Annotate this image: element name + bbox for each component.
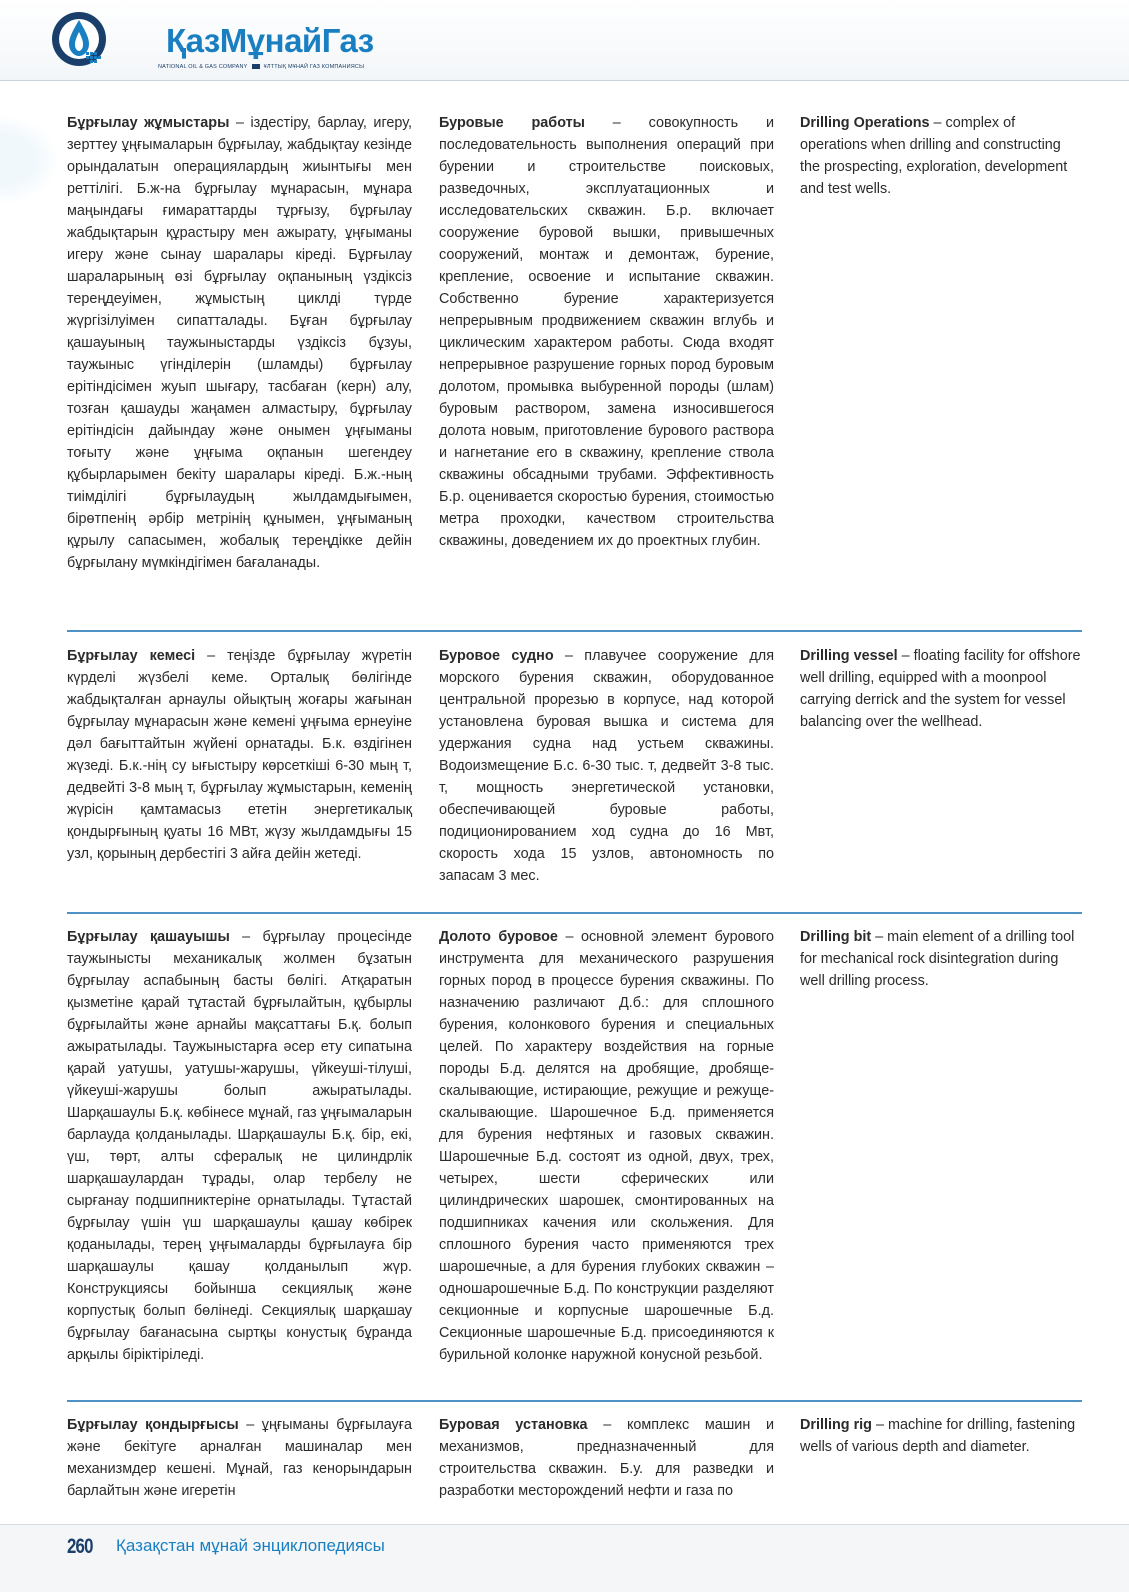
kazmunaigas-logo (48, 8, 374, 70)
en-definition: – complex of operations when drilling and constructing the prospecting, exploration, development and test wells. (800, 115, 1068, 197)
ru-term: Буровое судно (439, 648, 554, 664)
kz-term: Бұрғылау қондырғысы (67, 1417, 239, 1433)
brand-name: ҚазМұнайГаз (166, 22, 374, 59)
entry-ru (439, 1414, 774, 1502)
en-term: Drilling rig (800, 1417, 872, 1433)
kz-term: Бұрғылау кемесі (67, 648, 196, 664)
entry-ru (439, 645, 774, 887)
ru-term: Долото буровое (439, 929, 558, 945)
ru-term: Буровые работы (439, 115, 585, 131)
entry-ru (439, 926, 774, 1366)
ru-definition: – комплекс машин и механизмов, предназначенный для строительства скважин. Б.у. для разведки и разработки месторождений нефти и газа по (439, 1417, 774, 1499)
kz-definition: – бұрғылау процесінде таужынысты механикалық жолмен бұзатын бұрғылау аспабының басты бөлігі. Атқаратын қызметіне қарай тұтастай бұрғылайтын, құбырлы бұрғылайты және арнайы мақсаттағы Б.қ. болып ажыратылады. Таужыныстарға әсер ету сипатына қарай уатушы, уатушы-жарушы, үйкеуші-тілуші, үйкеуші-жарушы болып ажыратылады. Шарқашаулы Б.қ. көбінесе мұнай, газ ұңғымаларын барлауда қолданылады. Шарқашаулы Б.қ. бір, екі, үш, төрт, алты сфералық не цилиндрлік шарқашаулардан тұрады, олар тербелу не сырғанау подшипниктеріне орнатылады. Тұтастай бұрғылау үшін үш шарқашаулы қашау көбірек қоданылады, терең ұңғымаларды бұрғылауға бір шарқашаулы қашау қолданылып жүр. Конструкциясы бойынша секциялық және корпустық болып бөлінеді. Секциялық шарқашау бұрғылау бағанасына сыртқы конустық бұранда арқылы біріктіріледі. (67, 929, 412, 1363)
page-footer (0, 1524, 1129, 1592)
kz-term: Бұрғылау қашауышы (67, 929, 230, 945)
entry-en (800, 112, 1082, 200)
side-watermark (0, 115, 60, 205)
divider (67, 630, 1082, 632)
divider (67, 912, 1082, 914)
footer-title: Қазақстан мұнай энциклопедиясы (116, 1536, 385, 1555)
entry-en (800, 645, 1082, 733)
ru-definition: – плавучее сооружение для морского бурения скважин, оборудованное центральной прорезью в корпусе, над которой установлена буровая вышка и система для удержания судна над устьем скважины. Водоизмещение Б.с. 6-30 тыс. т, дедвейт 3-8 тыс. т, мощность энергетической установки, обеспечивающей буровые работы, подиционированием ход судна до 16 Мвт, скорость хода 15 узлов, автономность по запасам 3 мес. (439, 648, 774, 884)
brand-subline-en: NATIONAL OIL & GAS COMPANY (158, 64, 248, 70)
page-header (0, 0, 1129, 81)
entry-kz (67, 645, 412, 865)
entry-ru (439, 112, 774, 552)
en-term: Drilling Operations (800, 115, 930, 131)
en-term: Drilling vessel (800, 648, 898, 664)
entry-en (800, 1414, 1082, 1458)
en-term: Drilling bit (800, 929, 872, 945)
entry-kz (67, 112, 412, 574)
entry-kz (67, 1414, 412, 1502)
entry-en (800, 926, 1082, 992)
kz-term: Бұрғылау жұмыстары (67, 115, 230, 131)
en-definition: – machine for drilling, fastening wells of various depth and diameter. (800, 1417, 1076, 1455)
en-definition: – floating facility for offshore well drilling, equipped with a moonpool carrying derrick and the system for vessel balancing over the wellhead. (800, 648, 1081, 730)
ru-term: Буровая установка (439, 1417, 588, 1433)
kz-definition: – теңізде бұрғылау жүретін күрделі жүзбелі кеме. Орталық бөлігінде жабдықталған арнаулы ойықтың жоғары жағынан бұрғылау мұнарасын және кемені ұңғыма ернеуіне дәл бағыттайтын жүйені орнатады. Б.к. өздігінен жүзеді. Б.к.-нің су ығыстыру көрсеткіші 6-30 мың т, дедвейті 3-8 мың т, бұрғылау жұмыстарын, кеменің жүрісін қамтамасыз ететін энергетикалық қондырғының қуаты 16 МВт, жүзу жылдамдығы 15 узл, қорының дербестігі 3 айға дейін жетеді. (67, 648, 412, 862)
brand-subline (158, 64, 364, 70)
en-definition: – main element of a drilling tool for mechanical rock disintegration during well drilling process. (800, 929, 1075, 989)
kz-definition: – ұңғыманы бұрғылауға және бекітуге арналған машиналар мен механизмдер кешені. Мұнай, газ кенорындарын барлайтын және игеретін (67, 1417, 412, 1499)
flame-drop-icon (48, 8, 110, 70)
ru-definition: – совокупность и последовательность выполнения операций при бурении и строительстве поисковых, разведочных, эксплуатационных и исследовательских скважин. Б.р. включает сооружение буровой вышки, привышечных сооружений, монтаж и демонтаж, бурение, крепление, освоение и испытание скважин. Собственно бурение характеризуется непрерывным продвижением скважин вглубь и циклическим характером работы. Сюда входят непрерывное разрушение горных пород буровым долотом, промывка выбуренной породы (шлам) буровым раствором, замена износившегося долота новым, приготовление бурового раствора и нагнетание его в скважину, крепление ствола скважины обсадными трубами. Эффективность Б.р. оценивается скоростью бурения, стоимостью метра проходки, качеством строительства скважины, доведением их до проектных глубин. (439, 115, 774, 549)
entry-kz (67, 926, 412, 1366)
page-number: 260 (67, 1535, 93, 1558)
kz-definition: – іздестіру, барлау, игеру, зерттеу ұңғымаларын бұрғылау, жабдықтау кезінде орындалатын операциялардың жиынтығы мен реттілігі. Б.ж-на бұрғылау мұнарасын, мұнара маңындағы ғимараттарды тұрғызу, бұрғылау жабдықтарын құрастыру мен ажырату, ұңғыманы игеру және сынау шаралары кіреді. Бұрғылау шараларының өзі бұрғылау оқпанының үздіксіз тереңдеуімен, жұмыстың циклді түрде жүргізілуімен сипатталады. Бұған бұрғылау қашауының таужыныстарды үздіксіз бұзуы, таужыныс үгінділерін (шламды) бұрғылау ерітіндісімен жуып шығару, тасбаған (керн) алу, тозған қашауды жаңамен алмастыру, бұрғылау ерітіндісін дайындау және онымен ұңғыманы тоғыту және ұңғыма оқпанын шегендеу құбырларымен бекіту шаралары кіреді. Б.ж.-ның тиімділігі бұрғылаудың жылдамдығымен, бірөтпенің әрбір метрінің құнымен, ұңғыманың құрылу сапасымен, жобалық тереңдікке дейін бұрғылану мүмкіндігімен бағаланады. (67, 115, 412, 571)
divider (67, 1400, 1082, 1402)
brand-subline-kz: ҰЛТТЫҚ МҰНАЙ ГАЗ КОМПАНИЯСЫ (263, 64, 365, 70)
ru-definition: – основной элемент бурового инструмента для механического разрушения горных пород в процессе бурения скважины. По назначению различают Д.б.: для сплошного бурения, колонкового бурения и специальных целей. По характеру воздействия на горные породы Б.д. делятся на дробящие, дробяще-скалывающие, истирающие, режущие и режуще-скалывающие. Шарошечное Б.д. применяется для бурения нефтяных и газовых скважин. Шарошечные Б.д. состоят из одной, двух, трех, четырех, шести сферических или цилиндрических шарошек, смонтированных на подшипниках качения или скольжения. Для сплошного бурения часто применяются трех шарошечные, а для бурения глубоких скважин – одношарошечные Б.д. По конструкции разделяют секционные и корпусные шарошечные Б.д. Секционные шарошечные Б.д. присоединяются к бурильной колонке наружной конусной резьбой. (439, 929, 775, 1363)
